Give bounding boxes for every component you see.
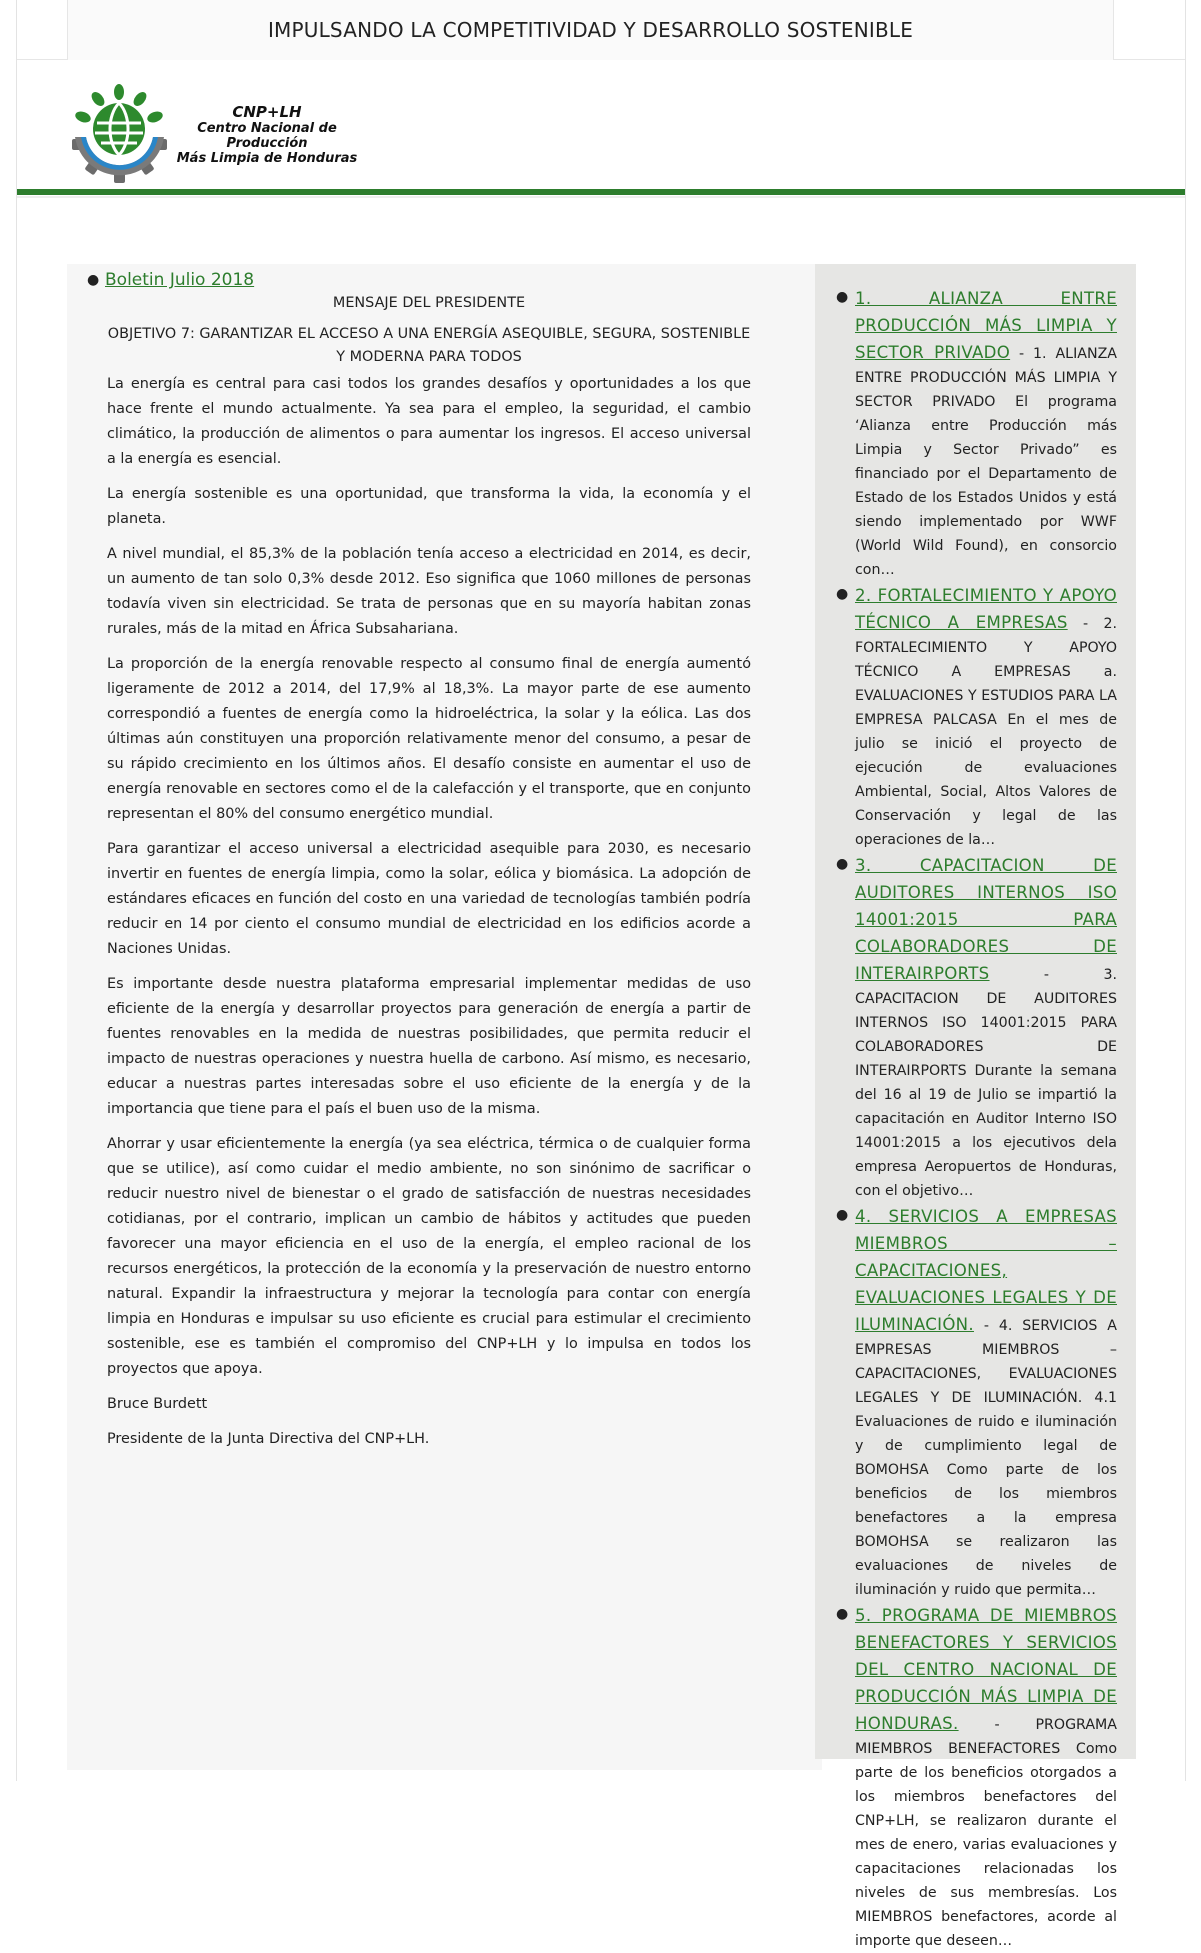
article-paragraph: Es importante desde nuestra plataforma empresarial implementar medidas de uso eficiente de la energía y desarrollar proyectos para generación de energía a partir de fuentes renovables en la medida de nuestras posibilidades, que permita reducir el impacto de nuestras operaciones y nuestra huella de carbono. Así mismo, es necesario, educar a nuestras partes interesadas sobre el uso eficiente de la energía y de la importancia que tiene para el país el buen uso de la misma.: [107, 975, 751, 1117]
article-paragraph: La energía es central para casi todos los grandes desafíos y oportunidades a los que hace frente el mundo actualmente. Ya sea para el empleo, la seguridad, el cambio climático, la producción de alimentos o para aumentar los ingresos. El acceso universal a la energía es esencial.: [107, 375, 751, 467]
article-paragraph: Ahorrar y usar eficientemente la energía (ya sea eléctrica, térmica o de cualquier forma que se utilice), así como cuidar el medio ambiente, no son sinónimo de sacrificar o reducir nuestro nivel de bienestar o el grado de satisfacción de nuestras necesidades cotidianas, por el contrario, implican un cambio de hábitos y actitudes que pueden favorecer una mayor eficiencia en el uso de la energía, el empleo racional de los recursos energéticos, la protección de la economía y la preservación de nuestro entorno natural. Expandir la infraestructura y mejorar la tecnología para contar con energía limpia en Honduras e impulsar su uso eficiente es crucial para estimular el crecimiento sostenible, ese es también el compromiso del CNP+LH y lo impulsa en todos los proyectos que apoya.: [107, 1135, 751, 1377]
logo-gear-icon: [67, 79, 172, 184]
bullet-icon: ●: [836, 1606, 849, 1622]
bullet-icon: ●: [836, 586, 849, 602]
bullet-icon: ●: [836, 856, 849, 872]
main-content: [67, 264, 822, 1770]
site-logo[interactable]: [67, 79, 367, 179]
post-excerpt: - 3. CAPACITACION DE AUDITORES INTERNOS ISO 14001:2015 PARA COLABORADORES DE INTERAIRPORTS Durante la semana del 16 al 19 de Julio se impartió la capacitación en Auditor Interno ISO 14001:2015 a los ejecutivos dela empresa Aeropuertos de Honduras, con el objetivo…: [855, 967, 1117, 1199]
post-excerpt: - 4. SERVICIOS A EMPRESAS MIEMBROS – CAPACITACIONES, EVALUACIONES LEGALES Y DE ILUMINACIÓN. 4.1 Evaluaciones de ruido e iluminación y de cumplimiento legal de BOMOHSA Como parte de los beneficios de los miembros benefactores a la empresa BOMOHSA se realizaron las evaluaciones de niveles de iluminación y ruido que permita…: [855, 1318, 1117, 1598]
post-excerpt: - 2. FORTALECIMIENTO Y APOYO TÉCNICO A EMPRESAS a. EVALUACIONES Y ESTUDIOS PARA LA EMPRESA PALCASA En el mes de julio se inició el proyecto de ejecución de evaluaciones Ambiental, Social, Altos Valores de Conservación y legal de las operaciones de la…: [855, 616, 1117, 848]
logo-text: [167, 104, 367, 166]
logo-line-2: Centro Nacional de Producción: [197, 121, 337, 151]
article-paragraph: A nivel mundial, el 85,3% de la población tenía acceso a electricidad en 2014, es decir, un aumento de tan solo 0,3% desde 2012. Eso significa que 1060 millones de personas todavía viven sin electricidad. Se trata de personas que en su mayoría habitan zonas rurales, más de la mitad en África Subsahariana.: [107, 545, 751, 637]
header-divider-shadow: [17, 196, 1185, 198]
author-name: Bruce Burdett: [107, 1395, 208, 1412]
page: [16, 0, 1186, 1949]
post-title-link[interactable]: 3. CAPACITACION DE AUDITORES INTERNOS ISO 14001:2015 PARA COLABORADORES DE INTERAIRPORTS: [855, 856, 1117, 983]
article-heading: MENSAJE DEL PRESIDENTE: [332, 295, 526, 311]
post-item: [836, 852, 1117, 1203]
top-bar: [17, 0, 1185, 60]
logo-line-3: Más Limpia de Honduras: [176, 151, 358, 166]
article-paragraph: Para garantizar el acceso universal a electricidad asequible para 2030, es necesario invertir en fuentes de energía limpia, como la solar, eólica y biomásica. La adopción de estándares eficaces en función del costo en una variedad de tecnologías también podría reducir en 14 por ciento el consumo mundial de electricidad en los edificios acorde a Naciones Unidas.: [107, 840, 751, 957]
article: [107, 292, 751, 1462]
post-item: [836, 285, 1117, 582]
author-title: Presidente de la Junta Directiva del CNP+LH.: [107, 1430, 430, 1447]
breadcrumb: [87, 268, 255, 292]
bullet-icon: ●: [87, 272, 100, 288]
post-item: [836, 582, 1117, 852]
tagline: IMPULSANDO LA COMPETITIVIDAD Y DESARROLLO SOSTENIBLE: [67, 0, 1114, 60]
post-title-link[interactable]: 5. PROGRAMA DE MIEMBROS BENEFACTORES Y SERVICIOS DEL CENTRO NACIONAL DE PRODUCCIÓN MÁS LIMPIA DE HONDURAS.: [855, 1606, 1117, 1733]
bullet-icon: ●: [836, 289, 849, 305]
post-item: [836, 1602, 1117, 1953]
article-paragraph: La proporción de la energía renovable respecto al consumo final de energía aumentó ligeramente de 2012 a 2014, del 17,9% al 18,3%. La mayor parte de ese aumento correspondió a fuentes de energía como la hidroeléctrica, la solar y la eólica. Las dos últimas aún constituyen una proporción relativamente menor del consumo, a pesar de su rápido crecimiento en los últimos años. El desafío consiste en aumentar el uso de energía renovable en sectores como el de la calefacción y el transporte, que en conjunto representan el 80% del consumo energético mundial.: [107, 655, 751, 822]
logo-line-1: CNP+LH: [232, 103, 302, 121]
article-paragraph: La energía sostenible es una oportunidad, que transforma la vida, la economía y el planeta.: [107, 485, 751, 527]
article-objective: OBJETIVO 7: GARANTIZAR EL ACCESO A UNA ENERGÍA ASEQUIBLE, SEGURA, SOSTENIBLE Y MODERNA PARA TODOS: [107, 325, 751, 365]
post-excerpt: - PROGRAMA MIEMBROS BENEFACTORES Como parte de los beneficios otorgados a los miembros benefactores del CNP+LH, se realizaron durante el mes de enero, varias evaluaciones y capacitaciones relacionadas los niveles de sus membresías. Los MIEMBROS benefactores, acorde al importe que deseen…: [855, 1717, 1117, 1949]
sidebar: [815, 264, 1136, 1949]
post-item: [836, 1203, 1117, 1602]
post-title-link[interactable]: 1. ALIANZA ENTRE PRODUCCIÓN MÁS LIMPIA Y SECTOR PRIVADO: [855, 289, 1117, 362]
post-title-link[interactable]: 4. SERVICIOS A EMPRESAS MIEMBROS – CAPACITACIONES, EVALUACIONES LEGALES Y DE ILUMINACIÓN.: [855, 1207, 1117, 1334]
post-excerpt: - 1. ALIANZA ENTRE PRODUCCIÓN MÁS LIMPIA Y SECTOR PRIVADO El programa ‘Alianza entre Producción más Limpia y Sector Privado” es financiado por el Departamento de Estado de los Estados Unidos y está siendo implementado por WWF (World Wild Found), en consorcio con…: [855, 346, 1117, 578]
bullet-icon: ●: [836, 1207, 849, 1223]
site-header: [17, 61, 1185, 189]
header-divider: [17, 189, 1185, 195]
post-list: [836, 285, 1117, 1953]
boletin-link[interactable]: Boletin Julio 2018: [105, 270, 255, 290]
post-title-link[interactable]: 2. FORTALECIMIENTO Y APOYO TÉCNICO A EMPRESAS: [855, 586, 1117, 632]
